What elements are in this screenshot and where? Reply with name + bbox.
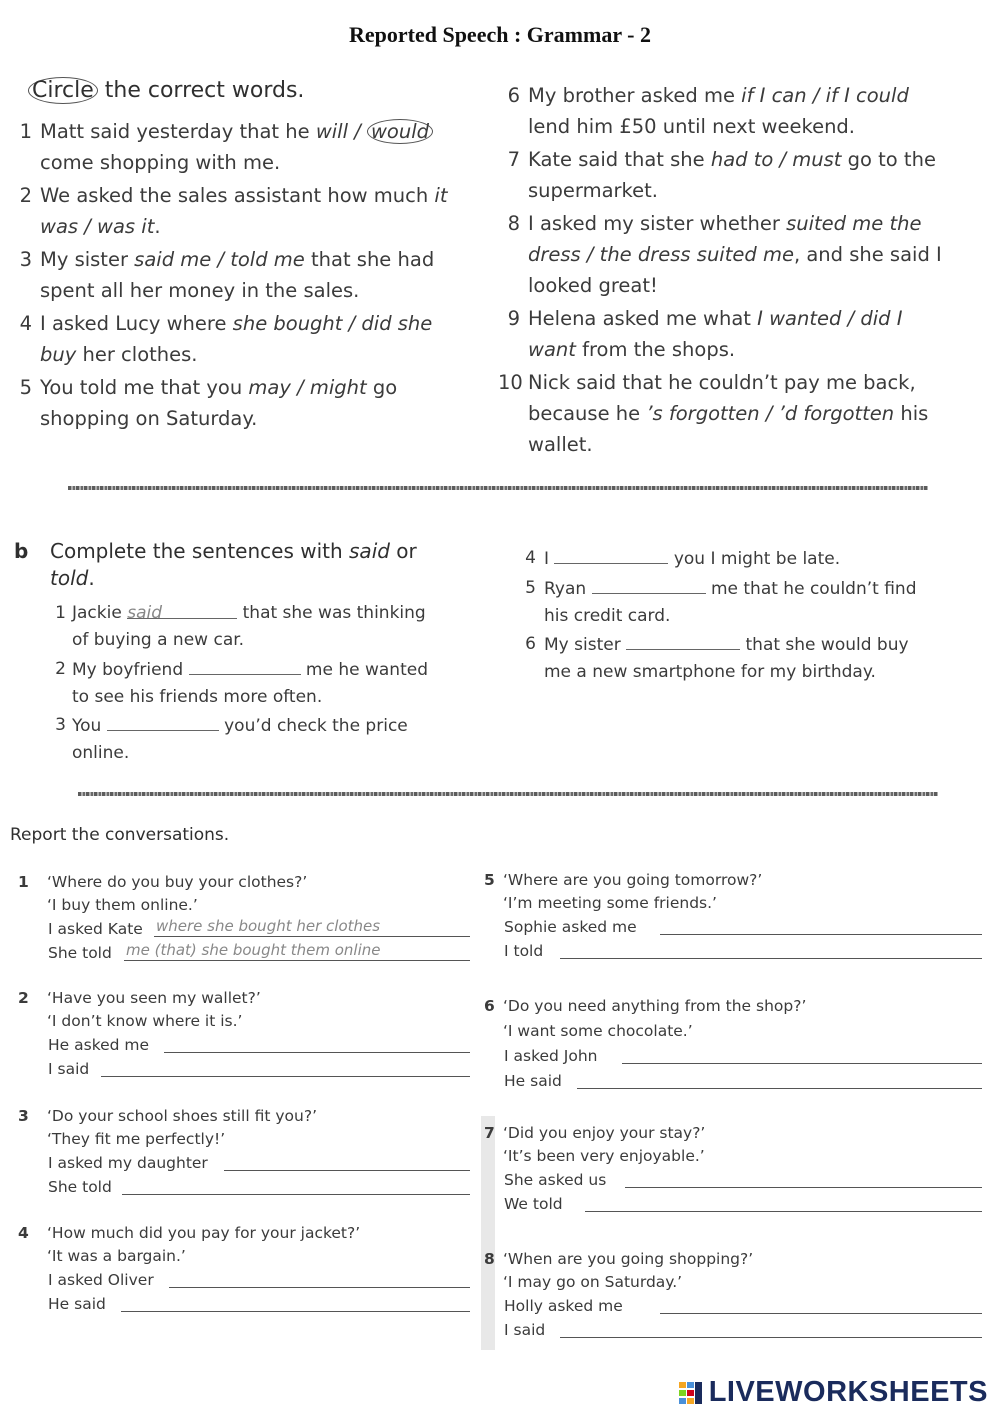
answer-blank[interactable] (626, 631, 740, 650)
exercise-a-item-10: 10 Nick said that he couldn’t pay me back, because he ’s forgotten / ’d forgotten his wallet. (498, 371, 929, 456)
answer-text: ‘I may go on Saturday.’ (503, 1273, 683, 1291)
report-prompt-1: She asked us (504, 1171, 607, 1189)
exercise-a-item-3: 3 My sister said me / told me that she had spent all her money in the sales. (19, 248, 435, 302)
exercise-b-item-3: 3 You you’d check the price online. (44, 712, 464, 766)
answer-text: ‘I’m meeting some friends.’ (503, 894, 717, 912)
section-divider (78, 792, 938, 796)
question-text: ‘Do you need anything from the shop?’ (503, 997, 807, 1015)
answer-blank[interactable] (592, 575, 706, 594)
report-prompt-2: He said (48, 1295, 106, 1313)
report-prompt-1: Holly asked me (504, 1297, 623, 1315)
example-answer: me (that) she bought them online (126, 941, 381, 959)
report-prompt-1: I asked Oliver (48, 1271, 154, 1289)
section-divider (68, 486, 928, 490)
section-b-right-column (514, 545, 954, 695)
circled-answer: would (367, 119, 433, 144)
section-b-instruction: b Complete the sentences with said or told. (14, 539, 417, 590)
report-prompt-2: She told (48, 944, 112, 962)
exercise-a-item-5: 5 You told me that you may / might go shopping on Saturday. (19, 376, 398, 430)
answer-line[interactable] (164, 1052, 470, 1053)
answer-text: ‘I buy them online.’ (47, 896, 198, 914)
answer-line[interactable] (124, 960, 470, 961)
circle-word: Circle (28, 77, 98, 104)
answer-text: ‘I don’t know where it is.’ (47, 1012, 243, 1030)
conversation-2: 2 ‘Have you seen my wallet?’ ‘I don’t know where it is.’ He asked me I said (18, 986, 470, 1086)
exercise-b-item-5: 5 Ryan me that he couldn’t find his credit card. (514, 575, 954, 629)
question-text: ‘When are you going shopping?’ (503, 1250, 754, 1268)
report-prompt-2: She told (48, 1178, 112, 1196)
exercise-b-item-4: 4 I you I might be late. (514, 545, 954, 573)
section-a-right-column (498, 80, 978, 460)
exercise-a-item-6: 6 My brother asked me if I can / if I could lend him £50 until next weekend. (507, 84, 909, 138)
question-text: ‘Do your school shoes still fit you?’ (47, 1107, 317, 1125)
report-prompt-2: I said (48, 1060, 90, 1078)
answer-line[interactable] (585, 1211, 982, 1212)
answer-line[interactable] (577, 1088, 982, 1089)
conversation-1: 1 ‘Where do you buy your clothes?’ ‘I buy them online.’ I asked Kate She told (18, 870, 470, 970)
answer-line[interactable] (169, 1287, 470, 1288)
report-prompt-2: We told (504, 1195, 563, 1213)
report-prompt-1: He asked me (48, 1036, 150, 1054)
answer-line[interactable] (660, 1313, 982, 1314)
answer-line[interactable] (121, 1311, 470, 1312)
exercise-a-item-4: 4 I asked Lucy where she bought / did she buy her clothes. (19, 312, 433, 366)
exercise-b-item-1: 1 Jackie said that she was thinking of buying a new car. (44, 600, 464, 654)
answer-line[interactable] (622, 1063, 982, 1064)
answer-blank[interactable]: said (127, 600, 237, 619)
report-prompt-1: I asked John (504, 1047, 598, 1065)
answer-line[interactable] (625, 1187, 982, 1188)
answer-line[interactable] (154, 936, 470, 937)
answer-text: ‘It’s been very enjoyable.’ (503, 1147, 705, 1165)
answer-text: ‘They fit me perfectly!’ (47, 1130, 226, 1148)
answer-line[interactable] (660, 934, 982, 935)
exercise-b-item-6: 6 My sister that she would buy me a new smartphone for my birthday. (514, 631, 954, 685)
conversation-8: 8 ‘When are you going shopping?’ ‘I may go on Saturday.’ Holly asked me I said (484, 1247, 982, 1347)
conversation-7: 7 ‘Did you enjoy your stay?’ ‘It’s been very enjoyable.’ She asked us We told (484, 1121, 982, 1221)
exercise-a-item-2: 2 We asked the sales assistant how much it was / was it. (19, 184, 448, 238)
exercise-a-item-9: 9 Helena asked me what I wanted / did I want from the shops. (507, 307, 903, 361)
conversation-3: 3 ‘Do your school shoes still fit you?’ ‘They fit me perfectly!’ I asked my daughter She told (18, 1104, 470, 1204)
exercise-a-item-7: 7 Kate said that she had to / must go to the supermarket. (507, 148, 936, 202)
report-prompt-1: Sophie asked me (504, 918, 637, 936)
conversation-4: 4 ‘How much did you pay for your jacket?’ ‘It was a bargain.’ I asked Oliver He said (18, 1221, 470, 1321)
question-text: ‘Did you enjoy your stay?’ (503, 1124, 706, 1142)
answer-line[interactable] (560, 958, 982, 959)
exercise-b-item-2: 2 My boyfriend me he wanted to see his friends more often. (44, 656, 464, 710)
question-text: ‘Where are you going tomorrow?’ (503, 871, 763, 889)
page-title: Reported Speech : Grammar - 2 (348, 22, 652, 47)
section-c-instruction: Report the conversations. (10, 825, 230, 845)
report-prompt-1: I asked my daughter (48, 1154, 208, 1172)
liveworksheets-logo: LIVEWORKSHEETS (709, 1376, 988, 1409)
question-text: ‘How much did you pay for your jacket?’ (47, 1224, 361, 1242)
conversation-6: 6 ‘Do you need anything from the shop?’ ‘I want some chocolate.’ I asked John He said (484, 994, 982, 1094)
answer-line[interactable] (560, 1337, 982, 1338)
question-text: ‘Where do you buy your clothes?’ (47, 873, 308, 891)
answer-text: ‘It was a bargain.’ (47, 1247, 186, 1265)
report-prompt-1: I asked Kate (48, 920, 143, 938)
conversation-5: 5 ‘Where are you going tomorrow?’ ‘I’m meeting some friends.’ Sophie asked me I told (484, 868, 982, 968)
section-a-left-column (10, 116, 480, 446)
exercise-a-item-8: 8 I asked my sister whether suited me the dress / the dress suited me, and she said I looked great! (507, 212, 942, 297)
answer-line[interactable] (101, 1076, 470, 1077)
question-text: ‘Have you seen my wallet?’ (47, 989, 261, 1007)
answer-blank[interactable] (189, 656, 301, 675)
answer-line[interactable] (122, 1194, 470, 1195)
section-b-left-column (44, 600, 464, 770)
report-prompt-2: He said (504, 1072, 562, 1090)
report-prompt-2: I told (504, 942, 544, 960)
answer-line[interactable] (224, 1170, 470, 1171)
exercise-a-item-1: 1 Matt said yesterday that he will / would come shopping with me. (10, 116, 480, 178)
answer-text: ‘I want some chocolate.’ (503, 1022, 693, 1040)
answer-blank[interactable] (554, 545, 668, 564)
section-a-instruction: Circle the correct words. (28, 78, 304, 103)
liveworksheets-logo-icon (679, 1382, 703, 1404)
answer-blank[interactable] (107, 712, 219, 731)
example-answer: where she bought her clothes (156, 917, 381, 935)
report-prompt-2: I said (504, 1321, 546, 1339)
